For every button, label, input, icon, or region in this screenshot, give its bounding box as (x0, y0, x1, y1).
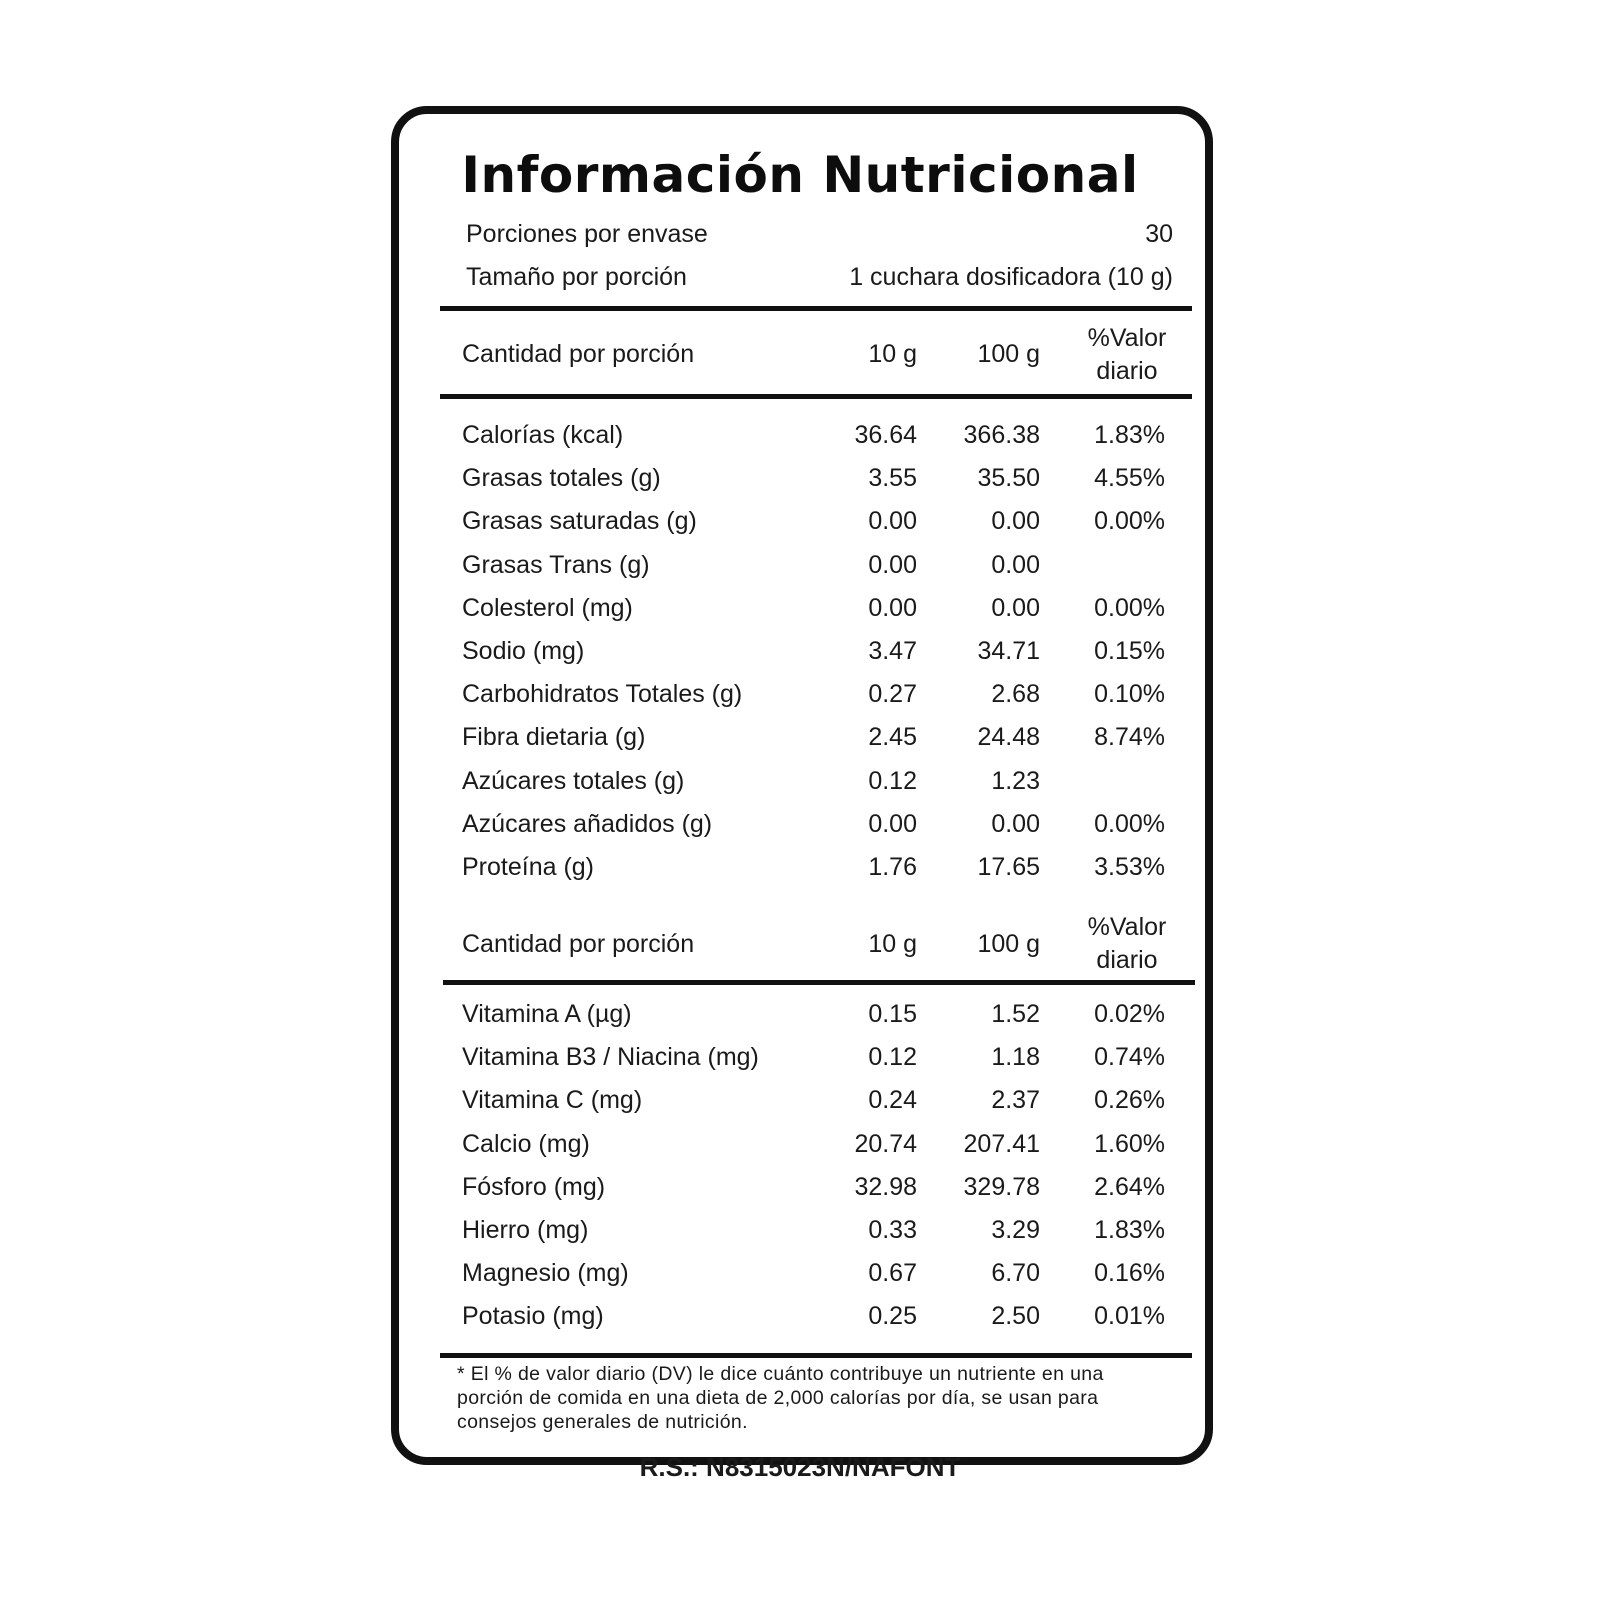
value-per-10g: 0.00 (868, 809, 917, 838)
value-per-10g: 0.33 (868, 1216, 917, 1244)
table-row (0, 810, 1600, 852)
nutrient-name: Magnesio (mg) (462, 1259, 629, 1288)
value-per-10g: 0.25 (868, 1302, 917, 1331)
table-row (0, 680, 1600, 722)
table-row (0, 1043, 1600, 1085)
value-per-100g: 35.50 (977, 464, 1040, 493)
daily-value-percent: 8.74% (1094, 723, 1165, 752)
table-row (0, 1216, 1600, 1258)
footnote: * El % de valor diario (DV) le dice cuánto contribuye un nutriente en una porción de comida en una dieta de 2,000 calorías por día, se usan para consejos generales de nutrición. (457, 1363, 1104, 1433)
value-per-10g: 0.15 (868, 1000, 917, 1028)
value-per-100g: 17.65 (977, 853, 1040, 881)
registration-number: R.S.: N8315023N/NAFONT (639, 1452, 961, 1482)
nutrient-name: Vitamina A (µg) (462, 1000, 632, 1028)
nutrient-name: Azúcares añadidos (g) (462, 809, 713, 838)
value-per-100g: 0.00 (991, 809, 1040, 838)
nutrient-name: Proteína (g) (462, 853, 595, 881)
value-per-10g: 36.64 (854, 421, 917, 449)
value-per-10g: 2.45 (868, 723, 917, 752)
table-row (0, 767, 1600, 809)
nutrient-name: Grasas saturadas (g) (462, 507, 697, 536)
value-per-100g: 6.70 (991, 1259, 1040, 1288)
nutrient-name: Fósforo (mg) (462, 1172, 606, 1201)
divider-top (440, 306, 1192, 311)
header-dv-line2: diario (1096, 357, 1158, 385)
servings-per-container-row (0, 220, 1600, 262)
header-col-10g: 10 g (868, 340, 917, 368)
nutrient-name: Calorías (kcal) (462, 421, 624, 449)
header-label: Cantidad por porción (462, 930, 695, 958)
header-col-10g: 10 g (868, 930, 917, 958)
table-row (0, 637, 1600, 679)
value-per-100g: 1.23 (991, 766, 1040, 795)
table-row (0, 1259, 1600, 1301)
servings-per-container-label: Porciones por envase (466, 220, 708, 248)
value-per-10g: 0.12 (868, 1043, 917, 1072)
header-dv-line1: %Valor (1087, 913, 1167, 941)
value-per-100g: 0.00 (991, 550, 1040, 579)
daily-value-percent: 3.53% (1094, 853, 1165, 881)
servings-per-container-value: 30 (1145, 220, 1173, 248)
value-per-10g: 1.76 (868, 853, 917, 881)
page-title: Información Nutricional (461, 146, 1139, 204)
value-per-10g: 0.67 (868, 1259, 917, 1288)
daily-value-percent: 0.16% (1094, 1259, 1165, 1288)
daily-value-percent: 0.15% (1094, 637, 1165, 665)
nutrient-name: Vitamina C (mg) (462, 1086, 643, 1115)
daily-value-percent: 1.83% (1094, 1216, 1165, 1244)
table-row (0, 507, 1600, 549)
nutrient-name: Potasio (mg) (462, 1302, 604, 1331)
serving-size-value: 1 cuchara dosificadora (10 g) (849, 263, 1173, 291)
nutrient-name: Grasas Trans (g) (462, 550, 650, 579)
nutrient-name: Vitamina B3 / Niacina (mg) (462, 1043, 759, 1072)
value-per-100g: 2.37 (991, 1086, 1040, 1115)
daily-value-percent: 2.64% (1094, 1172, 1165, 1201)
value-per-10g: 32.98 (854, 1172, 917, 1201)
daily-value-percent: 0.00% (1094, 809, 1165, 838)
table-row (0, 594, 1600, 636)
daily-value-percent: 4.55% (1094, 464, 1165, 493)
nutrient-name: Sodio (mg) (462, 637, 585, 665)
value-per-100g: 24.48 (977, 723, 1040, 752)
value-per-10g: 0.27 (868, 680, 917, 709)
table-row (0, 551, 1600, 593)
value-per-100g: 0.00 (991, 507, 1040, 536)
header-row-vitamins (0, 930, 1600, 972)
table-row (0, 1173, 1600, 1215)
nutrient-name: Calcio (mg) (462, 1129, 590, 1158)
value-per-100g: 1.52 (991, 1000, 1040, 1028)
value-per-100g: 2.68 (991, 680, 1040, 709)
divider-header1 (440, 394, 1192, 399)
nutrient-name: Grasas totales (g) (462, 464, 661, 493)
value-per-100g: 0.00 (991, 593, 1040, 622)
table-row (0, 464, 1600, 506)
header-col-100g: 100 g (977, 340, 1040, 368)
table-row (0, 1086, 1600, 1128)
header-col-daily-value (1062, 322, 1192, 388)
table-row (0, 1130, 1600, 1172)
header-dv-line2: diario (1096, 946, 1158, 974)
table-row (0, 421, 1600, 463)
daily-value-percent: 0.00% (1094, 507, 1165, 536)
daily-value-percent: 0.26% (1094, 1086, 1165, 1115)
daily-value-percent: 0.01% (1094, 1302, 1165, 1331)
daily-value-percent: 1.83% (1094, 421, 1165, 449)
table-row (0, 853, 1600, 895)
divider-bottom (440, 1353, 1192, 1358)
table-row (0, 1302, 1600, 1344)
daily-value-percent: 0.10% (1094, 680, 1165, 709)
value-per-100g: 329.78 (963, 1172, 1040, 1201)
value-per-10g: 20.74 (854, 1129, 917, 1158)
value-per-100g: 2.50 (991, 1302, 1040, 1331)
nutrient-name: Carbohidratos Totales (g) (462, 680, 743, 709)
value-per-10g: 0.00 (868, 507, 917, 536)
header-col-daily-value (1062, 911, 1192, 977)
nutrient-name: Azúcares totales (g) (462, 766, 685, 795)
table-row (0, 723, 1600, 765)
nutrient-name: Fibra dietaria (g) (462, 723, 646, 752)
value-per-10g: 0.00 (868, 593, 917, 622)
nutrient-name: Hierro (mg) (462, 1216, 589, 1244)
value-per-100g: 366.38 (963, 421, 1040, 449)
daily-value-percent: 0.00% (1094, 593, 1165, 622)
value-per-100g: 207.41 (963, 1129, 1040, 1158)
value-per-10g: 0.12 (868, 766, 917, 795)
value-per-10g: 3.47 (868, 637, 917, 665)
daily-value-percent: 1.60% (1094, 1129, 1165, 1158)
value-per-100g: 1.18 (991, 1043, 1040, 1072)
header-col-100g: 100 g (977, 930, 1040, 958)
header-row-nutrients (0, 340, 1600, 382)
value-per-100g: 34.71 (977, 637, 1040, 665)
daily-value-percent: 0.74% (1094, 1043, 1165, 1072)
value-per-100g: 3.29 (991, 1216, 1040, 1244)
value-per-10g: 0.00 (868, 550, 917, 579)
daily-value-percent: 0.02% (1094, 1000, 1165, 1028)
nutrient-name: Colesterol (mg) (462, 593, 633, 622)
header-dv-line1: %Valor (1087, 324, 1167, 352)
header-label: Cantidad por porción (462, 340, 695, 368)
serving-size-label: Tamaño por porción (466, 263, 687, 291)
table-row (0, 1000, 1600, 1042)
serving-size-row (0, 263, 1600, 305)
value-per-10g: 3.55 (868, 464, 917, 493)
divider-header2 (443, 980, 1195, 985)
value-per-10g: 0.24 (868, 1086, 917, 1115)
